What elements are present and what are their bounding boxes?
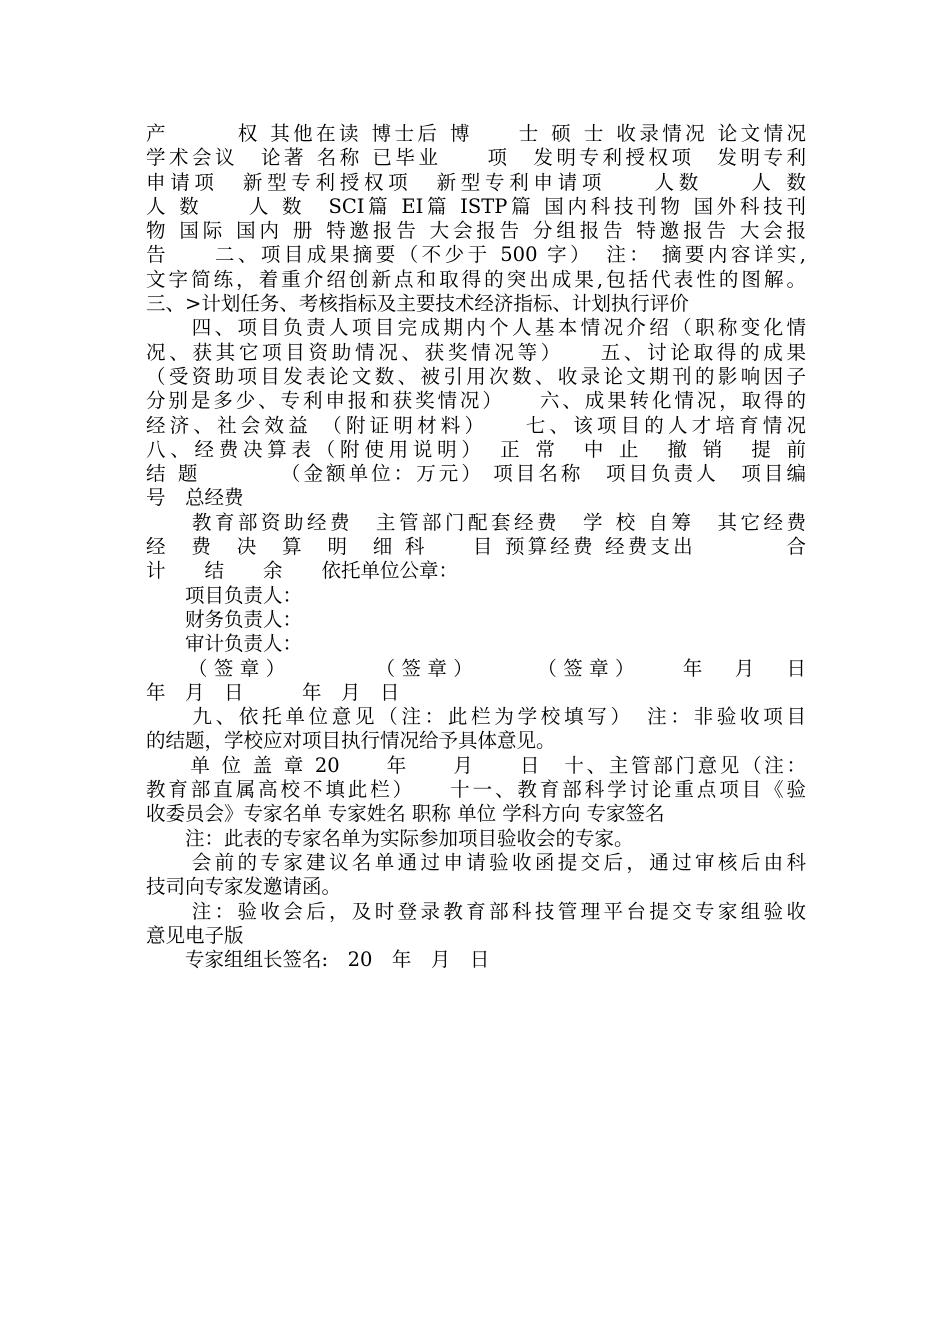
text-line: 申请项 新型专利授权项 新型专利申请项 人数 人 数 — [146, 170, 806, 194]
text-line: 收委员会》专家名单 专家姓名 职称 单位 学科方向 专家签名 — [146, 802, 665, 826]
seal-date-line: （签章） （签章） （签章） 年 月 日 — [146, 656, 806, 680]
text-line: 的结题，学校应对项目执行情况给予具体意见。 — [146, 729, 556, 753]
text-line: 八、经费决算表（附使用说明） 正 常 中 止 撤 销 提 前 — [146, 437, 806, 461]
text-line: 告 二、项目成果摘要（不少于 500 字） 注： 摘要内容详实, — [146, 243, 806, 267]
text-line: 文字简练，着重介绍创新点和取得的突出成果,包括代表性的图解。 — [146, 267, 806, 291]
text-line: 会前的专家建议名单通过申请验收函提交后，通过审核后由科 — [146, 850, 806, 874]
text-line: 分别是多少、专利申报和获奖情况） 六、成果转化情况，取得的 — [146, 389, 806, 413]
signature-field-finance-leader: 财务负责人： — [146, 607, 303, 631]
text-line: 物 国际 国内 册 特邀报告 大会报告 分组报告 特邀报告 大会报 — [146, 219, 806, 243]
note-line: 注：验收会后，及时登录教育部科技管理平台提交专家组验收 — [146, 899, 806, 923]
text-line: 学术会议 论著 名称 已毕业 项 发明专利授权项 发明专利 — [146, 146, 806, 170]
signature-field-expert-leader: 专家组组长签名: 20 年 月 日 — [146, 948, 490, 972]
text-line: 号 总经费 — [146, 486, 244, 510]
text-line: 九、依托单位意见（注：此栏为学校填写） 注：非验收项目 — [146, 705, 806, 729]
text-line: 三、>计划任务、考核指标及主要技术经济指标、计划执行评价 — [146, 292, 689, 316]
text-line: 人 数 人 数 SCI篇 EI篇 ISTP篇 国内科技刊物 国外科技刊 — [146, 194, 806, 218]
text-line: 计 结 余 依托单位公章： — [146, 559, 459, 583]
text-line: 教育部资助经费 主管部门配套经费 学 校 自筹 其它经费 — [146, 510, 806, 534]
text-line: 意见电子版 — [146, 923, 244, 947]
note-line: 注：此表的专家名单为实际参加项目验收会的专家。 — [146, 826, 634, 850]
text-line: 技司向专家发邀请函。 — [146, 875, 342, 899]
text-line: 经济、社会效益 （附证明材料） 七、该项目的人才培育情况 — [146, 413, 806, 437]
text-line: （受资助项目发表论文数、被引用次数、收录论文期刊的影响因子 — [146, 364, 806, 388]
text-line: 结 题 （金额单位：万元） 项目名称 项目负责人 项目编 — [146, 462, 806, 486]
text-line: 经 费 决 算 明 细 科 目 预算经费 经费支出 合 — [146, 535, 806, 559]
text-line: 教育部直属高校不填此栏） 十一、教育部科学讨论重点项目《验 — [146, 778, 806, 802]
document-body — [146, 122, 806, 972]
text-line: 单 位 盖 章 20 年 月 日 十、主管部门意见（注： — [146, 753, 806, 777]
signature-field-project-leader: 项目负责人： — [146, 583, 303, 607]
text-line: 产 权 其他在读 博士后 博 士 硕 士 收录情况 论文情况 — [146, 122, 806, 145]
signature-field-audit-leader: 审计负责人： — [146, 632, 303, 656]
date-line: 年 月 日 年 月 日 — [146, 680, 400, 704]
text-line: 四、项目负责人项目完成期内个人基本情况介绍（职称变化情 — [146, 316, 806, 340]
text-line: 况、获其它项目资助情况、获奖情况等） 五、讨论取得的成果 — [146, 340, 806, 364]
